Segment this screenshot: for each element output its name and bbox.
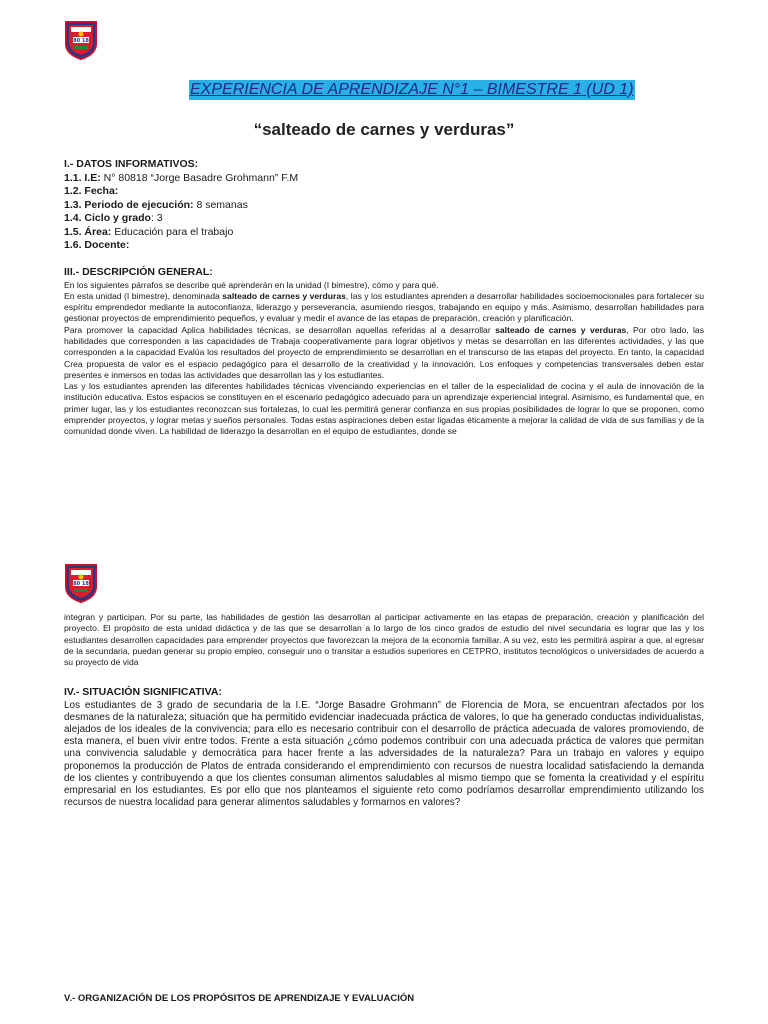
school-shield-icon xyxy=(64,20,98,60)
descripcion-continuacion xyxy=(64,612,704,668)
svg-text:80 18: 80 18 xyxy=(73,581,89,587)
info-row-docente: 1.6. Docente: xyxy=(64,239,130,251)
section-heading: III.- DESCRIPCIÓN GENERAL: xyxy=(64,266,213,278)
section-heading-organizacion: V.- ORGANIZACIÓN DE LOS PROPÓSITOS DE APRENDIZAJE Y EVALUACIÓN xyxy=(64,993,415,1004)
page-title: EXPERIENCIA DE APRENDIZAJE N°1 – BIMESTRE 1 (UD 1) xyxy=(190,81,634,98)
situacion-significativa xyxy=(64,686,704,809)
school-logo-page2 xyxy=(64,563,98,603)
info-row-ie: 1.1. I.E: N° 80818 “Jorge Basadre Grohmann” F.M xyxy=(64,171,299,184)
info-row-periodo: 1.3. Periodo de ejecución: 8 semanas xyxy=(64,198,248,211)
section-heading: IV.- SITUACIÓN SIGNIFICATIVA: xyxy=(64,686,222,698)
unit-subtitle: “salteado de carnes y verduras” xyxy=(253,120,515,139)
paragraph: integran y participan. Por su parte, las habilidades de gestión las desarrollan al participar activamente en las etapas de preparación, creación y planificación del proyecto. El propósito de esta unidad didáctica y de las que se desarrollan a lo largo de los cinco grados de estudio del nivel secundaria es lograr que las y los estudiantes desarrollen capacidades para emprender proyectos que favorezcan la mejora de la economía familiar. A su vez, esto les permitirá aspirar a que, al egresar de la secundaria, puedan generar su propio empleo, conseguir uno o transitar a estudios superiores en CETPRO, institutos tecnológicos o universidades de acuerdo a su proyecto de vida xyxy=(64,612,704,668)
paragraph: En esta unidad (I bimestre), denominada salteado de carnes y verduras, las y los estudiantes aprenden a desarrollar habilidades socioemocionales para fortalecer su espíritu emprendedor mediante la autoconfianza, liderazgo y perseverancia, asumiendo riesgos, trabajando en equipo y más. Asimismo, desarrollan habilidades para gestionar proyectos de emprendimiento pequeños, y evaluar y medir el avance de las etapas de preparación, creación y planificación. xyxy=(64,290,704,324)
svg-text:80 18: 80 18 xyxy=(73,38,89,44)
info-row-area: 1.5. Área: Educación para el trabajo xyxy=(64,225,234,238)
info-row-ciclo: 1.4. Ciclo y grado: 3 xyxy=(64,212,163,224)
school-logo-top xyxy=(64,20,98,60)
paragraph: En los siguientes párrafos se describe qué aprenderán en la unidad (I bimestre), cómo y para qué. xyxy=(64,279,439,290)
paragraph: Las y los estudiantes aprenden las diferentes habilidades técnicas vivenciando experiencias en el taller de la especialidad de cocina y el aula de innovación de la institución educativa. Estos espacios se constituyen en el escenario pedagógico adecuado para un aprendizaje experiencial integral. Asimismo, es fundamental que, en primer lugar, las y los estudiantes reconozcan sus fortalezas, lo cual les permitirá generar confianza en sus propias posibilidades de lograr lo que se proponen, como emprender proyectos, y lograr metas y sueños personales. Todas estas aspiraciones deben estar ligadas éticamente a mejorar la calidad de vida de sus familias y de la comunidad donde viven. La habilidad de liderazgo la desarrollan en el equipo de estudiantes, donde se xyxy=(64,381,704,437)
descripcion-general xyxy=(64,266,704,438)
paragraph: Los estudiantes de 3 grado de secundaria de la I.E. “Jorge Basadre Grohmann” de Florencia de Mora, se encuentran afectados por los desmanes de la naturaleza; situación que ha permitido evidenciar inadecuada práctica de valores, lo que ha generado conductas individualistas, alejados de los ideales de la convivencia; para ello es necesario contribuir con el desarrollo de práctica adecuada de valores promoviendo, de esta manera, el buen vivir entre todos. Frente a esta situación ¿cómo podemos contribuir con una adecuada práctica de valores que permitan una convivencia saludable y democrática para hacer frente a las adversidades de la naturaleza? Para un trabajo en valores y equipo proponemos la producción de Platos de entrada considerando el emprendimiento con recursos de nuestra localidad satisfaciendo la demanda de los clientes y contribuyendo a que los clientes consuman alimentos saludables al mismo tiempo que se fomenta la creatividad y el espíritu empresarial en los estudiantes. Es por ello que nos planteamos el siguiente reto como podríamos desarrollar emprendimiento utilizando los recursos de nuestra localidad para generar alimentos saludables y formarnos en valores? xyxy=(64,699,704,809)
paragraph: Para promover la capacidad Aplica habilidades técnicas, se desarrollan aquellas referidas al a desarrollar salteado de carnes y verduras, Por otro lado, las habilidades que corresponden a las capacidades de Trabaja cooperativamente para lograr objetivos y metas se desarrollan en las diferentes actividades, y las que corresponden a la capacidad Evalúa los resultados del proyecto de emprendimiento se desarrollan en el transcurso de las etapas del proyecto. En tanto, la capacidad Crea propuesta de valor es el espacio pedagógico para el desarrollo de la creatividad y la innovación. Los enfoques y competencias transversales deben estar presentes e inmersos en todas las actividades que desarrollan las y los estudiantes. xyxy=(64,324,704,380)
section-heading: I.- DATOS INFORMATIVOS: xyxy=(64,158,199,170)
info-row-fecha: 1.2. Fecha: xyxy=(64,185,119,197)
school-shield-icon xyxy=(64,563,98,603)
datos-informativos xyxy=(64,158,704,253)
